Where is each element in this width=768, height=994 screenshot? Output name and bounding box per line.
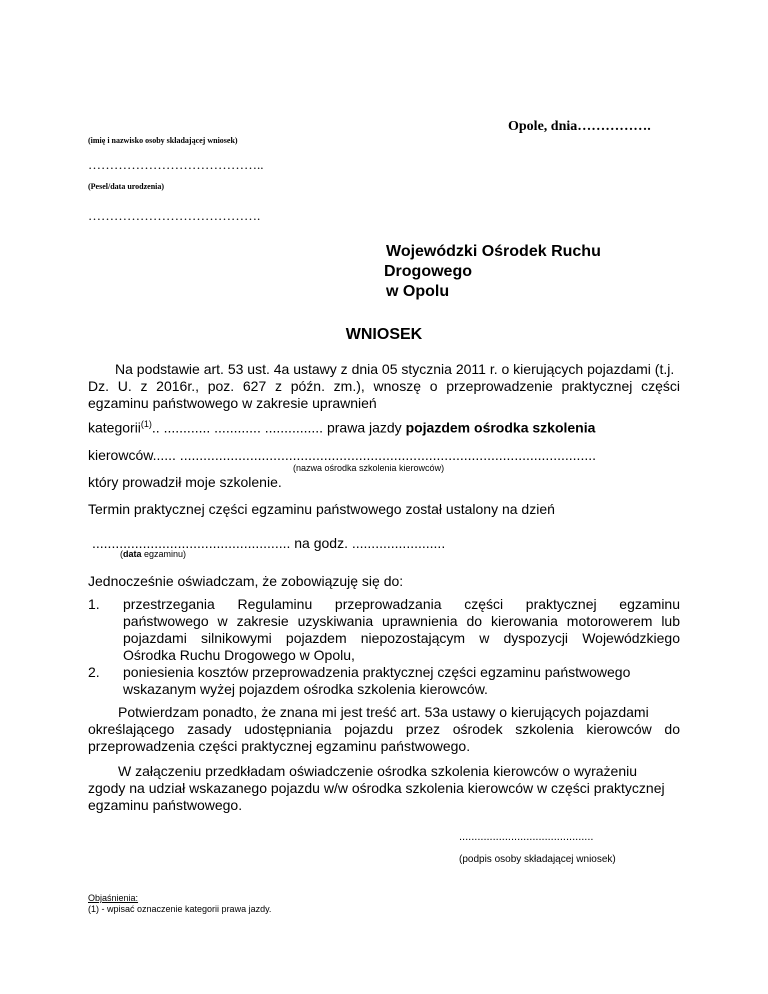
item1-line2: państwowego w zakresie uzyskiwania uprawnienia do kierowania motorowerem lub	[123, 613, 680, 629]
term-caption-bold: data	[123, 549, 142, 559]
item1-line3: pojazdami silnikowymi pojazdem niepozostającym w dyspozycji Wojewódzkiego	[123, 630, 680, 646]
notes-item1: (1) - wpisać oznaczenie kategorii prawa jazdy.	[88, 904, 272, 914]
confirm-line2: określającego zasady udostępniania pojazdu przez ośrodek szkolenia kierowców do	[88, 721, 680, 737]
notes-heading: Objaśnienia:	[88, 893, 139, 903]
category-dots: .. ............ ............ ...............	[151, 419, 324, 436]
term-line: Termin praktycznej części egzaminu państwowego został ustalony na dzień	[88, 501, 555, 517]
item2-line2: wskazanym wyżej pojazdem ośrodka szkolenia kierowców.	[123, 681, 488, 697]
school-line: kierowców...... ...........................................................................................................	[88, 447, 596, 463]
name-label: (imię i nazwisko osoby składającej wniosek)	[88, 136, 238, 145]
attachment-line1: W załączeniu przedkładam oświadczenie ośrodka szkolenia kierowców o wyrażeniu	[118, 763, 638, 779]
pesel-dots: ………………………………….	[88, 208, 261, 223]
school-after: który prowadził moje szkolenie.	[88, 474, 282, 490]
item2-line1: poniesienia kosztów przeprowadzenia praktycznej części egzaminu państwowego	[123, 664, 631, 680]
declaration-intro: Jednocześnie oświadczam, że zobowiązuję się do:	[88, 573, 404, 589]
school-caption: (nazwa ośrodka szkolenia kierowców)	[293, 463, 445, 473]
signature-label: (podpis osoby składającej wniosek)	[459, 854, 616, 865]
item2-num: 2.	[88, 664, 100, 680]
name-dots: …………………………………..	[88, 157, 264, 172]
term-dots: ................................................... na godz. ........................	[92, 535, 446, 551]
recipient-line3: w Opolu	[386, 283, 450, 300]
item1-line1: przestrzegania Regulaminu przeprowadzania części praktycznej egzaminu	[123, 596, 680, 612]
recipient-line1: Wojewódzki Ośrodek Ruchu	[386, 243, 601, 260]
confirm-line3: przeprowadzenia części praktycznej egzaminu państwowego.	[88, 738, 471, 754]
document-title: WNIOSEK	[345, 326, 423, 343]
footnote-ref: (1)	[140, 419, 152, 429]
pesel-label: (Pesel/data urodzenia)	[88, 182, 165, 191]
category-prefix: kategorii	[88, 419, 141, 436]
item1-num: 1.	[88, 596, 100, 612]
signature-dots: ............................................	[459, 831, 594, 843]
attachment-line2: zgody na udział wskazanego pojazdu w/w ośrodka szkolenia kierowców w części praktycznej	[88, 780, 665, 796]
recipient-line2: Drogowego	[384, 263, 472, 280]
intro-line3: egzaminu państwowego w zakresie uprawnień	[88, 395, 377, 411]
intro-line2: Dz. U. z 2016r., poz. 627 z późn. zm.), wnoszę o przeprowadzenie praktycznej części	[88, 378, 680, 394]
attachment-line3: egzaminu państwowego.	[88, 797, 243, 813]
category-line	[88, 416, 595, 437]
place-date: Opole, dnia…………….	[508, 119, 651, 134]
intro-line1: Na podstawie art. 53 ust. 4a ustawy z dnia 05 stycznia 2011 r. o kierujących pojazdami (t.j.	[115, 361, 675, 377]
term-caption: (data egzaminu)	[120, 549, 187, 559]
term-caption-rest: egzaminu)	[141, 549, 187, 559]
category-bold: pojazdem ośrodka szkolenia	[405, 419, 596, 436]
category-middle: prawa jazdy	[323, 419, 406, 436]
confirm-line1: Potwierdzam ponadto, że znana mi jest treść art. 53a ustawy o kierujących pojazdami	[118, 704, 649, 720]
item1-line4: Ośrodka Ruchu Drogowego w Opolu,	[123, 647, 355, 663]
